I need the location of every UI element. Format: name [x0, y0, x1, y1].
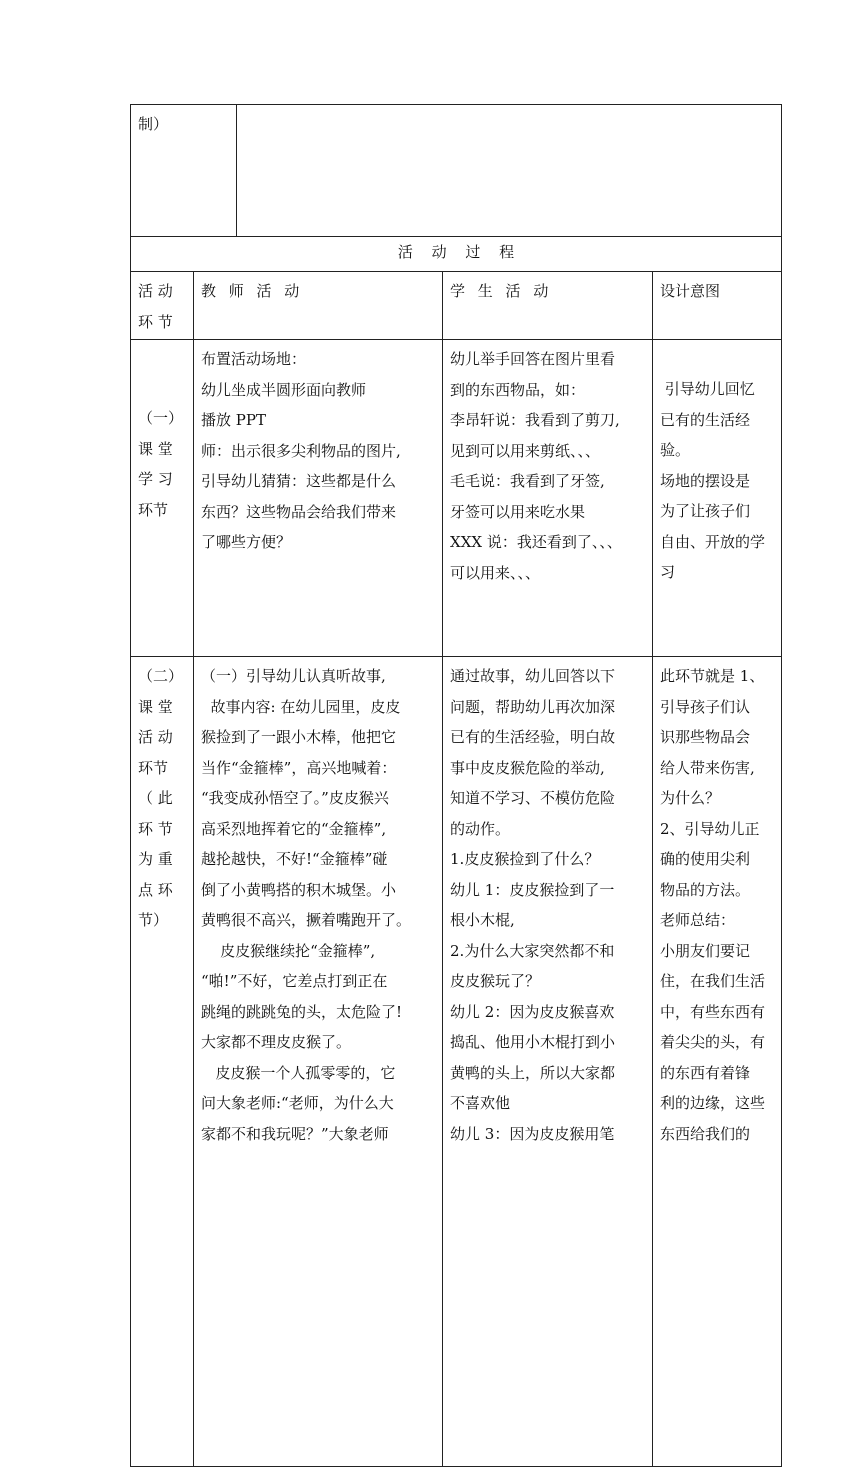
stage2-design-line: 2、引导幼儿正 [660, 819, 760, 838]
stage1-student-line: 到的东西物品，如： [450, 380, 586, 399]
stage1-label-line: 学 习 [138, 470, 173, 488]
stage2-design-line: 引导孩子们认 [660, 697, 751, 716]
lesson-plan-table [130, 104, 782, 1467]
stage2-design-line: 着尖尖的头，有 [660, 1033, 766, 1051]
stage2-label-line: 课 堂 [138, 697, 173, 716]
stage2-design-line: 确的使用尖利 [660, 850, 751, 868]
stage2-design-line: 识那些物品会 [660, 728, 751, 746]
col-header-teacher-text: 教 师 活 动 [201, 282, 300, 300]
stage2-student-line: 问题，帮助幼儿再次加深 [450, 697, 616, 716]
stage2-design [653, 657, 782, 1467]
col-header-teacher [194, 272, 443, 340]
stage1-design-line: 为了让孩子们 [660, 502, 751, 520]
stage2-teacher [194, 657, 443, 1467]
stage2-student-line: 幼儿 3：因为皮皮猴用笔 [450, 1124, 615, 1143]
col-header-student-text: 学 生 活 动 [450, 282, 549, 300]
stage1-student-line: 毛毛说：我看到了牙签, [450, 472, 605, 490]
stage1-teacher-line: 幼儿坐成半圆形面向教师 [201, 380, 367, 399]
stage1-student-line: 可以用来、、、 [450, 563, 541, 582]
stage2-teacher-line: 倒了小黄鸭搭的积木城堡。小 [201, 880, 397, 899]
stage2-student-line: 皮皮猴玩了？ [450, 972, 541, 990]
stage2-label-line: 环节 [138, 758, 169, 777]
stage2-teacher-line: 越抡越快，不好!“金箍棒”碰 [201, 850, 388, 868]
stage2-teacher-line: 高采烈地挥着它的“金箍棒”, [201, 819, 387, 838]
stage1-teacher-line: 播放 PPT [201, 411, 266, 429]
stage1-teacher-line: 引导幼儿猜猜：这些都是什么 [201, 472, 397, 490]
section-header-row [131, 237, 782, 272]
stage2-teacher-line: “我变成孙悟空了。”皮皮猴兴 [201, 789, 389, 807]
stage2-teacher-line: “啪!”不好，它差点打到正在 [201, 972, 388, 990]
stage1-row [131, 340, 782, 657]
stage2-teacher-line: 问大象老师:“老师，为什么大 [201, 1094, 394, 1112]
stage2-student [443, 657, 653, 1467]
stage1-student-line: 见到可以用来剪纸、、、 [450, 441, 601, 460]
top-row-label-text: 制） [138, 115, 169, 133]
stage2-label-line: （二） [138, 667, 184, 685]
stage2-student-line: 通过故事，幼儿回答以下 [450, 667, 616, 685]
stage2-student-line: 的动作。 [450, 819, 511, 838]
stage2-teacher-line: 黄鸭很不高兴，撅着嘴跑开了。 [201, 911, 412, 929]
stage1-teacher-line: 东西？这些物品会给我们带来 [201, 502, 397, 521]
stage2-teacher-line: 故事内容: 在幼儿园里，皮皮 [201, 697, 401, 716]
stage2-design-line: 利的边缘，这些 [660, 1094, 766, 1112]
stage1-design-line: 验。 [660, 441, 691, 459]
stage2-student-line: 捣乱、他用小木棍打到小 [450, 1033, 616, 1051]
col-header-student [443, 272, 653, 340]
stage2-student-line: 黄鸭的头上，所以大家都 [450, 1063, 616, 1082]
stage2-student-line: 1.皮皮猴捡到了什么？ [450, 850, 600, 868]
stage2-design-line: 为什么？ [660, 789, 721, 807]
stage2-label [131, 657, 194, 1467]
stage2-student-line: 幼儿 1：皮皮猴捡到了一 [450, 880, 615, 899]
stage1-design [653, 340, 782, 657]
col-header-design [653, 272, 782, 340]
stage2-design-line: 此环节就是 1、 [660, 667, 765, 685]
stage2-design-line: 的东西有着锋 [660, 1063, 751, 1082]
stage1-label-line: 课 堂 [138, 439, 173, 458]
stage2-label-line: 节） [138, 911, 169, 929]
stage2-label-line: 为 重 [138, 850, 173, 868]
stage2-teacher-line: 家都不和我玩呢？”大象老师 [201, 1124, 389, 1143]
stage1-teacher-line: 了哪些方便？ [201, 533, 292, 551]
stage1-student-line: XXX 说：我还看到了、、、 [450, 533, 622, 551]
stage1-label-line: （一） [138, 409, 184, 427]
stage2-label-line: 活 动 [138, 728, 173, 746]
top-row-content [237, 105, 782, 237]
stage2-design-line: 小朋友们要记 [660, 941, 751, 960]
section-header-text: 活 动 过 程 [397, 243, 515, 261]
stage1-teacher-line: 布置活动场地： [201, 350, 307, 368]
stage2-design-line: 东西给我们的 [660, 1124, 751, 1143]
stage2-student-line: 不喜欢他 [450, 1094, 511, 1112]
stage1-label-line: 环节 [138, 500, 169, 519]
stage2-label-line: 点 环 [138, 880, 173, 899]
stage2-teacher-line: （一）引导幼儿认真听故事, [201, 667, 386, 685]
column-header-row [131, 272, 782, 340]
col-header-stage-line: 活 动 [138, 282, 173, 300]
stage2-student-line: 根小木棍, [450, 911, 515, 929]
col-header-stage-line: 环 节 [138, 312, 173, 331]
stage1-student [443, 340, 653, 657]
stage1-teacher-line: 师：出示很多尖利物品的图片, [201, 441, 401, 460]
stage2-design-line: 给人带来伤害, [660, 758, 755, 777]
stage1-student-line: 李昂轩说：我看到了剪刀, [450, 411, 620, 429]
stage2-teacher-line: 皮皮猴继续抡“金箍棒”, [201, 941, 376, 960]
stage2-design-line: 住，在我们生活 [660, 972, 766, 990]
stage1-label [131, 340, 194, 657]
stage2-label-line: 环 节 [138, 819, 173, 838]
stage2-teacher-line: 猴捡到了一跟小木棒，他把它 [201, 728, 397, 746]
stage1-design-line: 引导幼儿回忆 [660, 380, 755, 398]
stage1-design-line: 自由、开放的学 [660, 532, 766, 551]
section-header [131, 237, 782, 272]
stage2-student-line: 2.为什么大家突然都不和 [450, 941, 615, 960]
stage2-teacher-line: 皮皮猴一个人孤零零的，它 [201, 1063, 396, 1082]
stage1-student-line: 牙签可以用来吃水果 [450, 502, 586, 521]
stage2-teacher-line: 当作“金箍棒”，高兴地喊着： [201, 758, 397, 777]
stage2-student-line: 幼儿 2：因为皮皮猴喜欢 [450, 1002, 615, 1021]
stage1-design-line: 习 [660, 563, 676, 581]
stage1-student-line: 幼儿举手回答在图片里看 [450, 350, 616, 368]
top-row-label [131, 105, 237, 237]
col-header-stage [131, 272, 194, 340]
stage2-student-line: 事中皮皮猴危险的举动, [450, 758, 605, 777]
stage1-design-line: 场地的摆设是 [660, 471, 751, 490]
stage2-design-line: 物品的方法。 [660, 880, 751, 899]
stage2-student-line: 已有的生活经验，明白故 [450, 728, 616, 746]
stage2-teacher-line: 大家都不理皮皮猴了。 [201, 1033, 352, 1051]
stage1-teacher [194, 340, 443, 657]
stage2-label-line: （ 此 [138, 789, 173, 807]
col-header-design-text: 设计意图 [660, 282, 721, 300]
stage2-design-line: 中，有些东西有 [660, 1002, 766, 1021]
top-row [131, 105, 782, 237]
stage2-design-line: 老师总结： [660, 911, 736, 929]
stage2-teacher-line: 跳绳的跳跳兔的头，太危险了! [201, 1002, 403, 1021]
stage2-student-line: 知道不学习、不模仿危险 [450, 789, 616, 807]
stage2-row [131, 657, 782, 1467]
stage1-design-line: 已有的生活经 [660, 410, 751, 429]
